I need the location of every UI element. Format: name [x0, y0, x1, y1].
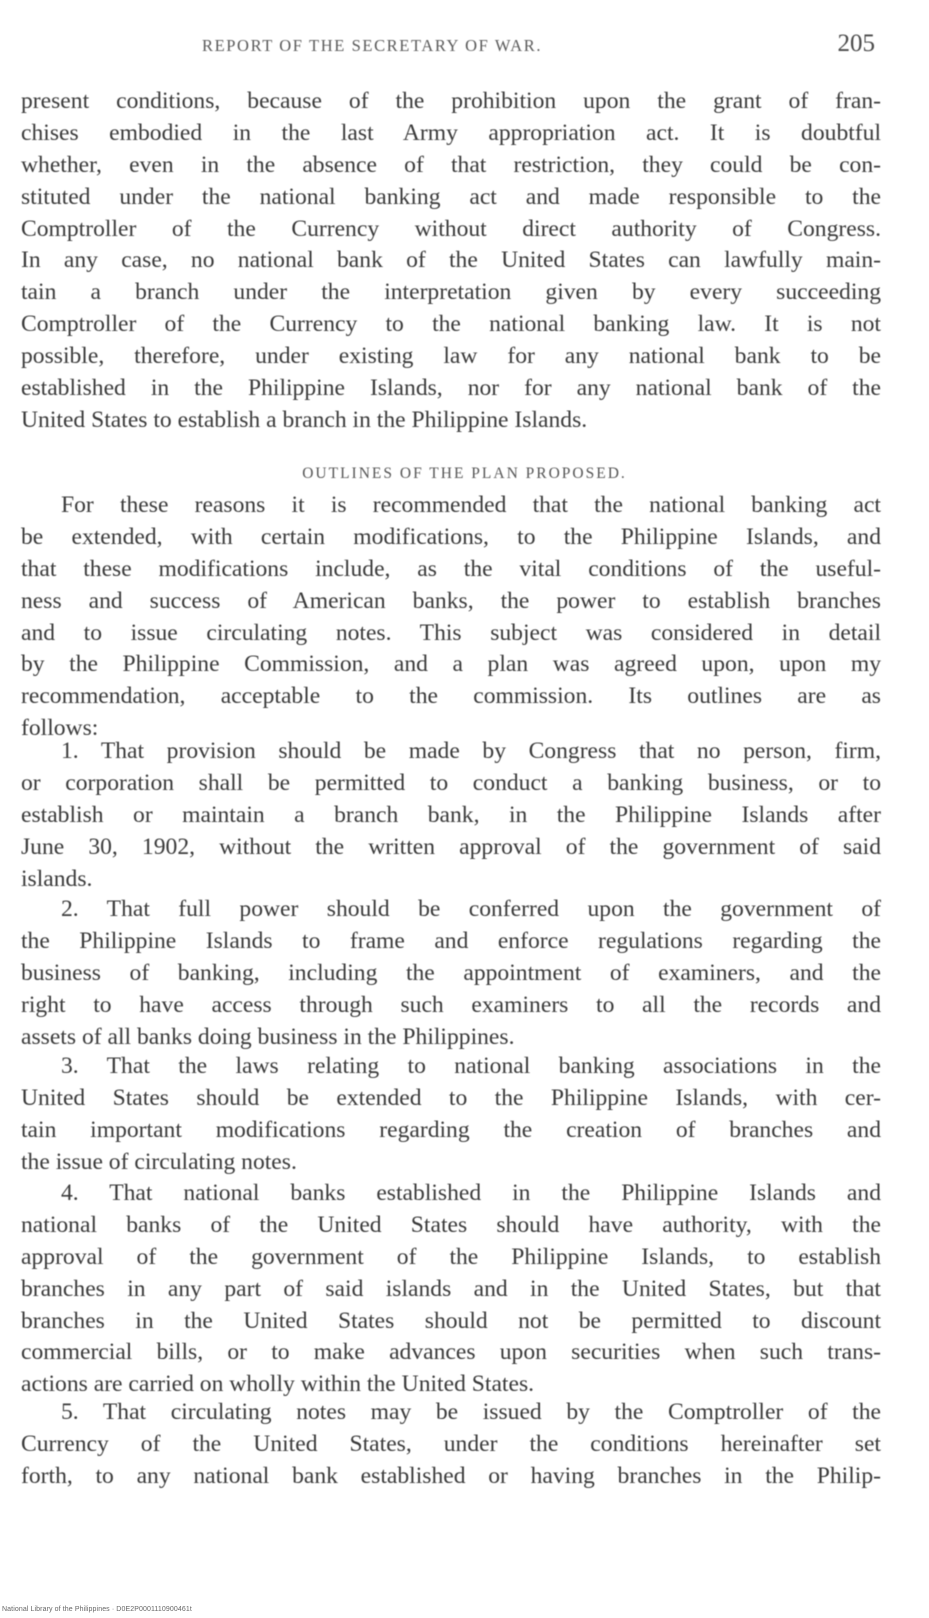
paragraph-line: islands.	[21, 865, 93, 892]
paragraph-line: the issue of circulating notes.	[21, 1148, 297, 1175]
paragraph-line: For these reasons it is recommended that the national banking act	[61, 492, 881, 518]
paragraph-line: assets of all banks doing business in the Philippines.	[21, 1023, 515, 1050]
paragraph-line: Comptroller of the Currency without direct authority of Congress.	[21, 215, 881, 242]
outline-item-3	[21, 1051, 881, 1179]
outline-item-5	[21, 1397, 881, 1493]
paragraph-line: 4. That national banks established in the Philippine Islands and	[61, 1180, 881, 1206]
paragraph-line: 3. That the laws relating to national banking associations in the	[61, 1053, 881, 1079]
paragraph-line: that these modifications include, as the vital conditions of the useful-	[21, 555, 881, 582]
paragraph-line: Comptroller of the Currency to the national banking law. It is not	[21, 311, 881, 338]
paragraph-line: branches in the United States should not be permitted to discount	[21, 1307, 881, 1334]
paragraph-line: be extended, with certain modifications, to the Philippine Islands, and	[21, 523, 881, 550]
running-title: REPORT OF THE SECRETARY OF WAR.	[202, 36, 543, 55]
paragraph-line: actions are carried on wholly within the United States.	[21, 1371, 535, 1398]
paragraph-line: tain important modifications regarding the creation of branches and	[21, 1116, 881, 1143]
paragraph-line: established in the Philippine Islands, nor for any national bank of the	[21, 375, 881, 402]
paragraph-line: by the Philippine Commission, and a plan was agreed upon, upon my	[21, 651, 881, 678]
paragraph-line: and to issue circulating notes. This subject was considered in detail	[21, 619, 881, 646]
paragraph-line: whether, even in the absence of that restriction, they could be con-	[21, 151, 881, 178]
paragraph-line: business of banking, including the appointment of examiners, and the	[21, 959, 881, 986]
page-number: 205	[837, 30, 875, 57]
paragraph-recommendation	[21, 490, 881, 745]
paragraph-line: chises embodied in the last Army appropriation act. It is doubtful	[21, 119, 881, 146]
paragraph-line: 1. That provision should be made by Congress that no person, firm,	[61, 738, 881, 764]
paragraph-line: national banks of the United States should have authority, with the	[21, 1211, 881, 1238]
paragraph-line: commercial bills, or to make advances upon securities when such trans-	[21, 1339, 881, 1366]
section-heading: OUTLINES OF THE PLAN PROPOSED.	[302, 465, 627, 482]
paragraph-line: In any case, no national bank of the United States can lawfully main-	[21, 247, 881, 274]
paragraph-line: ness and success of American banks, the power to establish branches	[21, 587, 881, 614]
paragraph-line: establish or maintain a branch bank, in the Philippine Islands after	[21, 801, 881, 828]
paragraph-line: possible, therefore, under existing law for any national bank to be	[21, 343, 881, 370]
outline-item-2	[21, 894, 881, 1053]
paragraph-line: 2. That full power should be conferred upon the government of	[61, 896, 881, 922]
paragraph-line: Currency of the United States, under the conditions hereinafter set	[21, 1430, 881, 1457]
scan-footer-credit: National Library of the Philippines · D0E2P0001110900461t	[2, 1606, 192, 1613]
paragraph-line: right to have access through such examiners to all the records and	[21, 991, 881, 1018]
paragraph-continued	[21, 86, 881, 437]
paragraph-line: or corporation shall be permitted to conduct a banking business, or to	[21, 769, 881, 796]
paragraph-line: the Philippine Islands to frame and enforce regulations regarding the	[21, 927, 881, 954]
outline-item-1	[21, 736, 881, 895]
paragraph-line: present conditions, because of the prohibition upon the grant of fran-	[21, 88, 881, 114]
running-head	[24, 30, 875, 60]
paragraph-line: follows:	[21, 715, 99, 742]
paragraph-line: stituted under the national banking act and made responsible to the	[21, 183, 881, 210]
outline-item-4	[21, 1178, 881, 1401]
paragraph-line: 5. That circulating notes may be issued by the Comptroller of the	[61, 1399, 881, 1425]
paragraph-line: United States should be extended to the Philippine Islands, with cer-	[21, 1084, 881, 1111]
paragraph-line: approval of the government of the Philippine Islands, to establish	[21, 1243, 881, 1270]
paragraph-line: recommendation, acceptable to the commission. Its outlines are as	[21, 683, 881, 710]
paragraph-line: June 30, 1902, without the written approval of the government of said	[21, 833, 881, 860]
paragraph-line: branches in any part of said islands and in the United States, but that	[21, 1275, 881, 1302]
paragraph-line: tain a branch under the interpretation given by every succeeding	[21, 279, 881, 306]
paragraph-line: United States to establish a branch in the Philippine Islands.	[21, 406, 588, 433]
paragraph-line: forth, to any national bank established or having branches in the Philip-	[21, 1462, 881, 1489]
